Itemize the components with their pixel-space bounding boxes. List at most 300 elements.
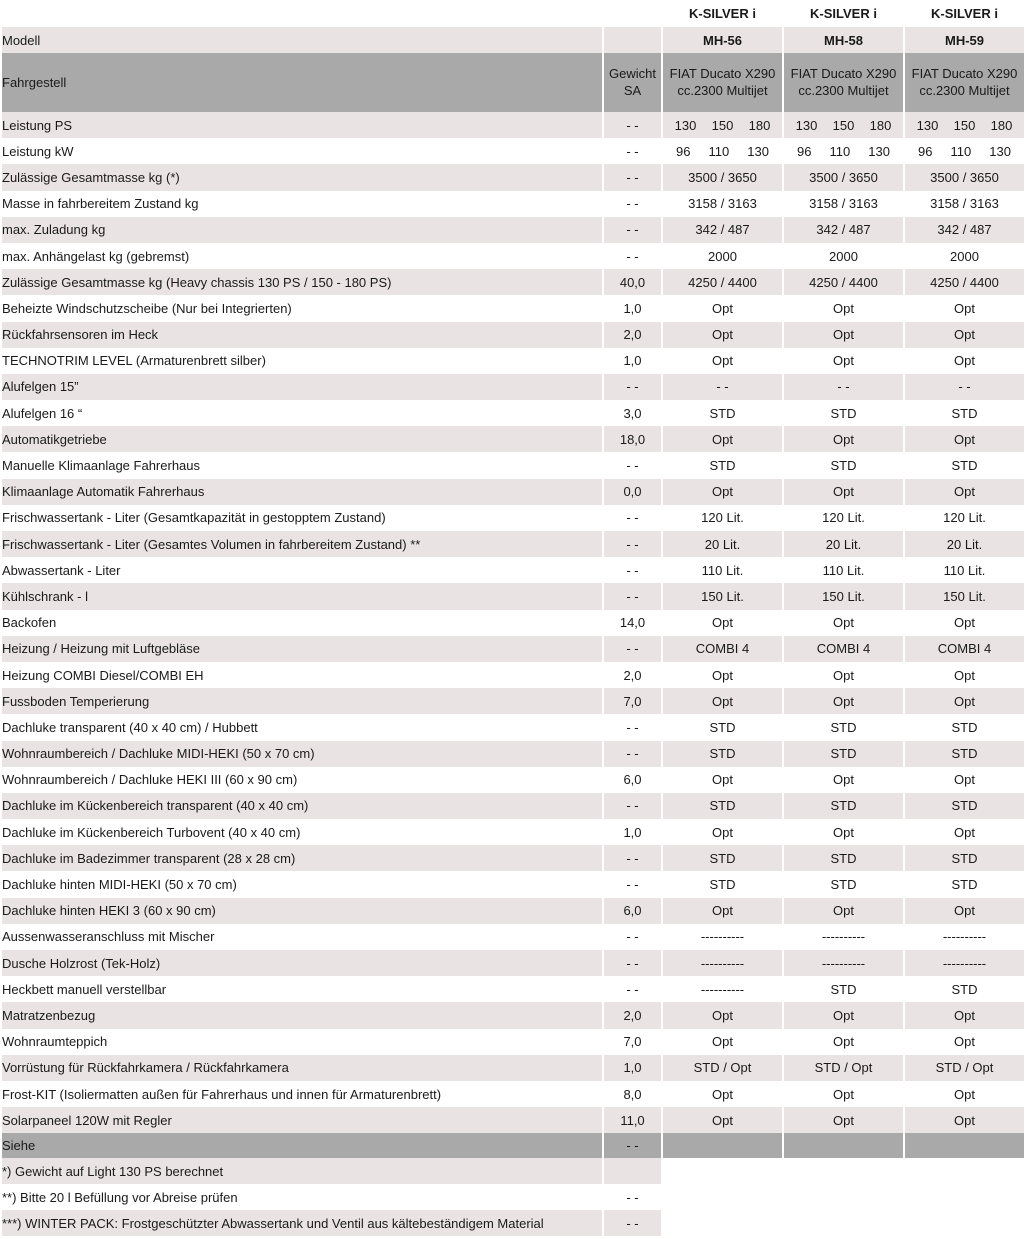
row-weight: - - bbox=[604, 191, 661, 217]
row-value: Opt bbox=[663, 1107, 782, 1133]
brand-row bbox=[2, 0, 1024, 27]
row-value: 3500 / 3650 bbox=[663, 164, 782, 190]
row-value: ---------- bbox=[784, 924, 903, 950]
chassis-line2: cc.2300 Multijet bbox=[919, 82, 1010, 98]
power-value: 96 bbox=[918, 143, 933, 159]
spec-row bbox=[2, 164, 1024, 190]
spec-row bbox=[2, 662, 1024, 688]
row-value: COMBI 4 bbox=[905, 636, 1024, 662]
spec-row bbox=[2, 557, 1024, 583]
row-weight: 1,0 bbox=[604, 819, 661, 845]
empty-cell bbox=[784, 1158, 903, 1184]
empty-cell bbox=[663, 1184, 782, 1210]
power-value: 180 bbox=[990, 117, 1013, 133]
spec-row bbox=[2, 374, 1024, 400]
row-weight: 18,0 bbox=[604, 426, 661, 452]
gewicht-header-line2: SA bbox=[623, 82, 642, 98]
empty-cell bbox=[604, 27, 661, 53]
row-value: STD bbox=[663, 452, 782, 478]
row-value: Opt bbox=[784, 767, 903, 793]
row-value: ---------- bbox=[905, 950, 1024, 976]
row-value: STD bbox=[905, 741, 1024, 767]
row-value: STD bbox=[905, 976, 1024, 1002]
row-value: 342 / 487 bbox=[784, 217, 903, 243]
power-value: 110 bbox=[708, 143, 730, 159]
row-weight: - - bbox=[604, 845, 661, 871]
row-value: STD bbox=[663, 400, 782, 426]
chassis-line2: cc.2300 Multijet bbox=[798, 82, 889, 98]
row-value: Opt bbox=[905, 426, 1024, 452]
row-value: Opt bbox=[784, 662, 903, 688]
row-value: Opt bbox=[784, 688, 903, 714]
row-weight: 11,0 bbox=[604, 1107, 661, 1133]
row-weight: 6,0 bbox=[604, 767, 661, 793]
power-value: 110 bbox=[950, 143, 972, 159]
chassis-line2: cc.2300 Multijet bbox=[677, 82, 768, 98]
row-value: ---------- bbox=[663, 950, 782, 976]
row-value: Opt bbox=[905, 1029, 1024, 1055]
row-value: Opt bbox=[663, 662, 782, 688]
footnote-label: *) Gewicht auf Light 130 PS berechnet bbox=[2, 1158, 602, 1184]
row-value: Opt bbox=[663, 295, 782, 321]
row-weight: - - bbox=[604, 793, 661, 819]
row-value: Opt bbox=[905, 348, 1024, 374]
row-label: Dachluke im Kückenbereich transparent (40 x 40 cm) bbox=[2, 793, 602, 819]
row-value: 342 / 487 bbox=[905, 217, 1024, 243]
row-value: Opt bbox=[784, 1029, 903, 1055]
row-value: ---------- bbox=[784, 950, 903, 976]
spec-row bbox=[2, 217, 1024, 243]
row-value: Opt bbox=[784, 1107, 903, 1133]
power-cell bbox=[905, 138, 1024, 164]
row-value: Opt bbox=[905, 322, 1024, 348]
row-label: Dachluke im Badezimmer transparent (28 x 28 cm) bbox=[2, 845, 602, 871]
row-weight: 2,0 bbox=[604, 322, 661, 348]
row-label: Backofen bbox=[2, 610, 602, 636]
row-value: 20 Lit. bbox=[784, 531, 903, 557]
row-label: Vorrüstung für Rückfahrkamera / Rückfahrkamera bbox=[2, 1055, 602, 1081]
row-value: - - bbox=[663, 374, 782, 400]
row-weight: - - bbox=[604, 741, 661, 767]
row-value: STD bbox=[784, 871, 903, 897]
row-label: Solarpaneel 120W mit Regler bbox=[2, 1107, 602, 1133]
row-value: Opt bbox=[663, 1081, 782, 1107]
empty-cell bbox=[604, 0, 661, 27]
row-value: Opt bbox=[784, 348, 903, 374]
row-weight: 8,0 bbox=[604, 1081, 661, 1107]
chassis-cell bbox=[663, 53, 782, 112]
row-weight: - - bbox=[604, 924, 661, 950]
row-weight: - - bbox=[604, 636, 661, 662]
row-label: TECHNOTRIM LEVEL (Armaturenbrett silber) bbox=[2, 348, 602, 374]
row-value: 110 Lit. bbox=[784, 557, 903, 583]
row-value: STD bbox=[905, 714, 1024, 740]
power-cell bbox=[663, 112, 782, 138]
row-value: Opt bbox=[784, 426, 903, 452]
footnote-weight bbox=[604, 1158, 661, 1184]
row-value: Opt bbox=[905, 819, 1024, 845]
row-value: 3158 / 3163 bbox=[784, 191, 903, 217]
row-value: STD bbox=[663, 741, 782, 767]
row-label: max. Zuladung kg bbox=[2, 217, 602, 243]
row-value: Opt bbox=[784, 322, 903, 348]
row-weight: - - bbox=[604, 976, 661, 1002]
row-label: Zulässige Gesamtmasse kg (Heavy chassis 130 PS / 150 - 180 PS) bbox=[2, 269, 602, 295]
row-value: ---------- bbox=[663, 976, 782, 1002]
empty-cell bbox=[905, 1158, 1024, 1184]
row-label: Alufelgen 16 “ bbox=[2, 400, 602, 426]
row-value: COMBI 4 bbox=[663, 636, 782, 662]
row-value: 120 Lit. bbox=[905, 505, 1024, 531]
spec-row bbox=[2, 950, 1024, 976]
empty-cell bbox=[663, 1133, 782, 1158]
spec-row bbox=[2, 819, 1024, 845]
row-value: COMBI 4 bbox=[784, 636, 903, 662]
row-value: Opt bbox=[905, 767, 1024, 793]
power-cell bbox=[905, 112, 1024, 138]
row-label: Masse in fahrbereitem Zustand kg bbox=[2, 191, 602, 217]
row-label: Kühlschrank - l bbox=[2, 583, 602, 609]
row-value: Opt bbox=[784, 610, 903, 636]
row-value: Opt bbox=[784, 1002, 903, 1028]
row-label: Frischwassertank - Liter (Gesamtkapazität in gestopptem Zustand) bbox=[2, 505, 602, 531]
power-value: 130 bbox=[868, 143, 890, 159]
row-value: Opt bbox=[663, 1002, 782, 1028]
spec-row bbox=[2, 295, 1024, 321]
empty-cell bbox=[663, 1210, 782, 1236]
row-value: 120 Lit. bbox=[663, 505, 782, 531]
row-value: Opt bbox=[663, 819, 782, 845]
row-value: 2000 bbox=[905, 243, 1024, 269]
spec-row bbox=[2, 1029, 1024, 1055]
row-value: 150 Lit. bbox=[905, 583, 1024, 609]
row-weight: 14,0 bbox=[604, 610, 661, 636]
row-value: STD / Opt bbox=[663, 1055, 782, 1081]
spec-row bbox=[2, 1002, 1024, 1028]
row-label: Dachluke hinten MIDI-HEKI (50 x 70 cm) bbox=[2, 871, 602, 897]
chassis-line1: FIAT Ducato X290 bbox=[790, 65, 897, 81]
fahrgestell-label: Fahrgestell bbox=[2, 53, 602, 112]
row-value: 3500 / 3650 bbox=[905, 164, 1024, 190]
row-value: 120 Lit. bbox=[784, 505, 903, 531]
row-value: Opt bbox=[905, 1107, 1024, 1133]
spec-row bbox=[2, 400, 1024, 426]
gewicht-header-line1: Gewicht bbox=[609, 65, 656, 81]
siehe-label: Siehe bbox=[2, 1133, 602, 1158]
row-weight: - - bbox=[604, 950, 661, 976]
row-weight: - - bbox=[604, 452, 661, 478]
row-value: STD bbox=[784, 976, 903, 1002]
footnote-label: ***) WINTER PACK: Frostgeschützter Abwassertank und Ventil aus kältebeständigem Material bbox=[2, 1210, 602, 1236]
row-label: Abwassertank - Liter bbox=[2, 557, 602, 583]
spec-row bbox=[2, 898, 1024, 924]
footnote-row bbox=[2, 1184, 1024, 1210]
row-value: Opt bbox=[663, 479, 782, 505]
spec-row bbox=[2, 845, 1024, 871]
row-value: Opt bbox=[905, 295, 1024, 321]
row-weight: 6,0 bbox=[604, 898, 661, 924]
spec-row bbox=[2, 1055, 1024, 1081]
row-label: Klimaanlage Automatik Fahrerhaus bbox=[2, 479, 602, 505]
spec-row bbox=[2, 191, 1024, 217]
row-value: Opt bbox=[784, 819, 903, 845]
gewicht-header bbox=[604, 53, 661, 112]
empty-cell bbox=[2, 0, 602, 27]
power-value: 130 bbox=[916, 117, 939, 133]
row-value: 110 Lit. bbox=[905, 557, 1024, 583]
row-label: Wohnraumbereich / Dachluke HEKI III (60 x 90 cm) bbox=[2, 767, 602, 793]
row-value: STD bbox=[784, 741, 903, 767]
row-value: 342 / 487 bbox=[663, 217, 782, 243]
row-weight: 0,0 bbox=[604, 479, 661, 505]
row-value: STD / Opt bbox=[784, 1055, 903, 1081]
row-value: 150 Lit. bbox=[784, 583, 903, 609]
row-label: Heizung COMBI Diesel/COMBI EH bbox=[2, 662, 602, 688]
row-value: Opt bbox=[905, 479, 1024, 505]
spec-row bbox=[2, 741, 1024, 767]
row-value: Opt bbox=[784, 1081, 903, 1107]
power-kw-row bbox=[2, 138, 1024, 164]
row-value: - - bbox=[905, 374, 1024, 400]
row-value: ---------- bbox=[905, 924, 1024, 950]
row-value: Opt bbox=[663, 898, 782, 924]
modell-label: Modell bbox=[2, 27, 602, 53]
model-code: MH-59 bbox=[905, 27, 1024, 53]
row-weight: - - bbox=[604, 583, 661, 609]
empty-cell bbox=[784, 1184, 903, 1210]
row-weight: 2,0 bbox=[604, 662, 661, 688]
row-weight: 7,0 bbox=[604, 688, 661, 714]
row-label: Dachluke hinten HEKI 3 (60 x 90 cm) bbox=[2, 898, 602, 924]
row-weight: - - bbox=[604, 243, 661, 269]
row-weight: - - bbox=[604, 112, 661, 138]
row-value: Opt bbox=[663, 610, 782, 636]
spec-row bbox=[2, 1107, 1024, 1133]
row-weight: - - bbox=[604, 138, 661, 164]
power-value: 130 bbox=[674, 117, 697, 133]
chassis-line1: FIAT Ducato X290 bbox=[669, 65, 776, 81]
row-label: Frost-KIT (Isoliermatten außen für Fahrerhaus und innen für Armaturenbrett) bbox=[2, 1081, 602, 1107]
empty-cell bbox=[784, 1133, 903, 1158]
spec-row bbox=[2, 243, 1024, 269]
spec-row bbox=[2, 269, 1024, 295]
row-label: Dachluke transparent (40 x 40 cm) / Hubbett bbox=[2, 714, 602, 740]
power-value: 150 bbox=[953, 117, 976, 133]
spec-row bbox=[2, 322, 1024, 348]
row-weight: - - bbox=[604, 871, 661, 897]
row-value: 2000 bbox=[784, 243, 903, 269]
row-weight: - - bbox=[604, 217, 661, 243]
spec-row bbox=[2, 531, 1024, 557]
row-weight: - - bbox=[604, 531, 661, 557]
row-label: Dachluke im Kückenbereich Turbovent (40 x 40 cm) bbox=[2, 819, 602, 845]
row-value: 3158 / 3163 bbox=[905, 191, 1024, 217]
spec-row bbox=[2, 583, 1024, 609]
power-value: 96 bbox=[676, 143, 691, 159]
spec-row bbox=[2, 610, 1024, 636]
row-weight: - - bbox=[604, 714, 661, 740]
row-label: Frischwassertank - Liter (Gesamtes Volumen in fahrbereitem Zustand) ** bbox=[2, 531, 602, 557]
row-value: STD / Opt bbox=[905, 1055, 1024, 1081]
spec-row bbox=[2, 452, 1024, 478]
row-label: Manuelle Klimaanlage Fahrerhaus bbox=[2, 452, 602, 478]
row-value: Opt bbox=[663, 1029, 782, 1055]
row-label: Rückfahrsensoren im Heck bbox=[2, 322, 602, 348]
row-weight: 1,0 bbox=[604, 1055, 661, 1081]
row-value: STD bbox=[663, 793, 782, 819]
row-value: STD bbox=[905, 400, 1024, 426]
row-weight: - - bbox=[604, 374, 661, 400]
empty-cell bbox=[784, 1210, 903, 1236]
row-value: 3500 / 3650 bbox=[784, 164, 903, 190]
row-label: Automatikgetriebe bbox=[2, 426, 602, 452]
row-label: Heckbett manuell verstellbar bbox=[2, 976, 602, 1002]
modell-row bbox=[2, 27, 1024, 53]
row-weight: - - bbox=[604, 557, 661, 583]
row-value: ---------- bbox=[663, 924, 782, 950]
row-weight: - - bbox=[604, 505, 661, 531]
power-cell bbox=[784, 112, 903, 138]
row-label: Leistung kW bbox=[2, 138, 602, 164]
spec-row bbox=[2, 348, 1024, 374]
row-value: 20 Lit. bbox=[663, 531, 782, 557]
row-label: Heizung / Heizung mit Luftgebläse bbox=[2, 636, 602, 662]
row-label: Aussenwasseranschluss mit Mischer bbox=[2, 924, 602, 950]
row-value: Opt bbox=[784, 295, 903, 321]
row-value: Opt bbox=[905, 610, 1024, 636]
model-code: MH-56 bbox=[663, 27, 782, 53]
row-value: STD bbox=[663, 714, 782, 740]
row-value: STD bbox=[905, 793, 1024, 819]
chassis-cell bbox=[784, 53, 903, 112]
row-value: STD bbox=[905, 871, 1024, 897]
power-cell bbox=[784, 138, 903, 164]
spec-row bbox=[2, 793, 1024, 819]
power-value: 150 bbox=[711, 117, 734, 133]
chassis-line1: FIAT Ducato X290 bbox=[911, 65, 1018, 81]
row-label: Leistung PS bbox=[2, 112, 602, 138]
row-value: Opt bbox=[784, 479, 903, 505]
row-value: Opt bbox=[663, 348, 782, 374]
model-brand: K-SILVER i bbox=[905, 0, 1024, 27]
row-value: Opt bbox=[663, 322, 782, 348]
empty-cell bbox=[905, 1184, 1024, 1210]
row-label: Beheizte Windschutzscheibe (Nur bei Integrierten) bbox=[2, 295, 602, 321]
row-value: Opt bbox=[905, 1081, 1024, 1107]
fahrgestell-row bbox=[2, 53, 1024, 112]
spec-row bbox=[2, 767, 1024, 793]
row-value: 4250 / 4400 bbox=[784, 269, 903, 295]
spec-row bbox=[2, 714, 1024, 740]
spec-row bbox=[2, 924, 1024, 950]
power-value: 150 bbox=[832, 117, 855, 133]
row-value: STD bbox=[784, 845, 903, 871]
empty-cell bbox=[905, 1210, 1024, 1236]
row-value: Opt bbox=[663, 426, 782, 452]
row-value: Opt bbox=[663, 767, 782, 793]
spec-row bbox=[2, 1081, 1024, 1107]
spec-row bbox=[2, 479, 1024, 505]
row-value: STD bbox=[784, 452, 903, 478]
row-value: 3158 / 3163 bbox=[663, 191, 782, 217]
row-value: 110 Lit. bbox=[663, 557, 782, 583]
row-value: Opt bbox=[905, 662, 1024, 688]
row-value: Opt bbox=[663, 688, 782, 714]
row-weight: 1,0 bbox=[604, 295, 661, 321]
row-value: - - bbox=[784, 374, 903, 400]
model-brand: K-SILVER i bbox=[663, 0, 782, 27]
row-value: 150 Lit. bbox=[663, 583, 782, 609]
row-label: Alufelgen 15” bbox=[2, 374, 602, 400]
power-value: 96 bbox=[797, 143, 812, 159]
row-value: STD bbox=[784, 714, 903, 740]
row-value: 4250 / 4400 bbox=[905, 269, 1024, 295]
row-value: 4250 / 4400 bbox=[663, 269, 782, 295]
row-label: Zulässige Gesamtmasse kg (*) bbox=[2, 164, 602, 190]
power-ps-row bbox=[2, 112, 1024, 138]
spec-row bbox=[2, 426, 1024, 452]
power-value: 180 bbox=[748, 117, 771, 133]
power-value: 130 bbox=[989, 143, 1011, 159]
footnote-weight: - - bbox=[604, 1184, 661, 1210]
row-label: max. Anhängelast kg (gebremst) bbox=[2, 243, 602, 269]
row-value: 2000 bbox=[663, 243, 782, 269]
spec-row bbox=[2, 636, 1024, 662]
spec-row bbox=[2, 976, 1024, 1002]
siehe-row bbox=[2, 1133, 1024, 1158]
empty-cell bbox=[905, 1133, 1024, 1158]
row-weight: 3,0 bbox=[604, 400, 661, 426]
row-value: STD bbox=[784, 793, 903, 819]
model-brand: K-SILVER i bbox=[784, 0, 903, 27]
siehe-weight: - - bbox=[604, 1133, 661, 1158]
row-weight: 7,0 bbox=[604, 1029, 661, 1055]
model-code: MH-58 bbox=[784, 27, 903, 53]
row-weight: 2,0 bbox=[604, 1002, 661, 1028]
empty-cell bbox=[663, 1158, 782, 1184]
power-value: 130 bbox=[795, 117, 818, 133]
row-weight: - - bbox=[604, 164, 661, 190]
row-value: STD bbox=[663, 871, 782, 897]
footnote-label: **) Bitte 20 l Befüllung vor Abreise prüfen bbox=[2, 1184, 602, 1210]
spec-row bbox=[2, 688, 1024, 714]
row-weight: 1,0 bbox=[604, 348, 661, 374]
row-label: Dusche Holzrost (Tek-Holz) bbox=[2, 950, 602, 976]
spec-row bbox=[2, 505, 1024, 531]
row-value: Opt bbox=[784, 898, 903, 924]
footnote-row bbox=[2, 1158, 1024, 1184]
row-label: Wohnraumteppich bbox=[2, 1029, 602, 1055]
row-value: STD bbox=[905, 452, 1024, 478]
row-value: Opt bbox=[905, 1002, 1024, 1028]
row-label: Fussboden Temperierung bbox=[2, 688, 602, 714]
row-value: STD bbox=[905, 845, 1024, 871]
row-label: Wohnraumbereich / Dachluke MIDI-HEKI (50 x 70 cm) bbox=[2, 741, 602, 767]
footnote-row bbox=[2, 1210, 1024, 1236]
row-weight: 40,0 bbox=[604, 269, 661, 295]
row-label: Matratzenbezug bbox=[2, 1002, 602, 1028]
row-value: 20 Lit. bbox=[905, 531, 1024, 557]
footnote-weight: - - bbox=[604, 1210, 661, 1236]
row-value: Opt bbox=[905, 898, 1024, 924]
chassis-cell bbox=[905, 53, 1024, 112]
power-value: 130 bbox=[747, 143, 769, 159]
row-value: Opt bbox=[905, 688, 1024, 714]
power-cell bbox=[663, 138, 782, 164]
row-value: STD bbox=[663, 845, 782, 871]
power-value: 180 bbox=[869, 117, 892, 133]
row-value: STD bbox=[784, 400, 903, 426]
